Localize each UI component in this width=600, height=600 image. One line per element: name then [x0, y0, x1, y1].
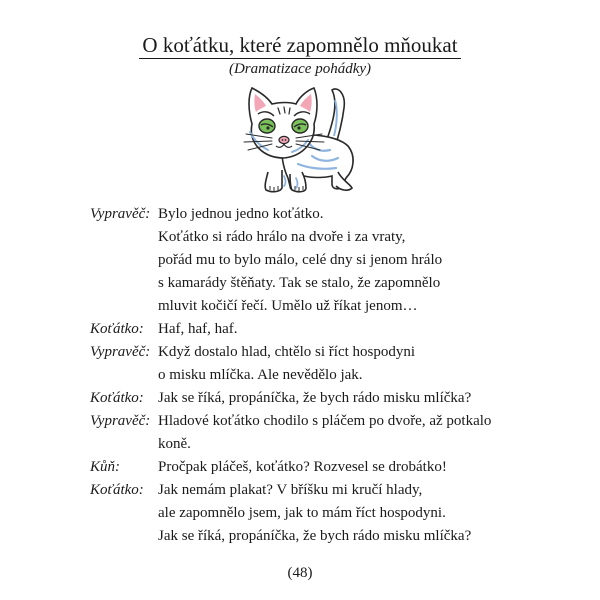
dialogue-text: koně. — [158, 436, 191, 452]
dialogue-line — [90, 272, 540, 295]
dialogue-text: Koťátko si rádo hrálo na dvoře i za vraty, — [158, 229, 406, 245]
speaker-label: Vypravěč: — [90, 413, 151, 429]
speaker-label: Koťátko: — [90, 321, 144, 337]
dialogue-line — [90, 203, 540, 226]
dialogue-line — [90, 226, 540, 249]
dialogue-line — [90, 479, 540, 502]
dialogue-line — [90, 387, 540, 410]
dialogue-text: Jak nemám plakat? V bříšku mi kručí hlady, — [158, 482, 423, 498]
kitten-illustration-icon — [238, 80, 368, 198]
speaker-label: Vypravěč: — [90, 206, 151, 222]
dialogue-text: Bylo jednou jedno koťátko. — [158, 206, 324, 222]
dialogue-text: Hladové koťátko chodilo s pláčem po dvoře, až potkalo — [158, 413, 492, 429]
dialogue-text: Jak se říká, propáníčka, že bych rádo misku mlíčka? — [158, 528, 472, 544]
speaker-label: Koťátko: — [90, 390, 144, 406]
page-title-text: O koťátku, které zapomnělo mňoukat — [139, 33, 460, 59]
dialogue-line — [90, 433, 540, 456]
dialogue-line — [90, 410, 540, 433]
speaker-label: Kůň: — [90, 459, 120, 475]
page-title — [0, 32, 600, 58]
speaker-label: Koťátko: — [90, 482, 144, 498]
dialogue-text: o misku mlíčka. Ale nevědělo jak. — [158, 367, 363, 383]
dialogue-line — [90, 318, 540, 341]
dialogue-block — [90, 203, 540, 548]
dialogue-line — [90, 295, 540, 318]
dialogue-text: Pročpak pláčeš, koťátko? Rozvesel se drobátko! — [158, 459, 447, 475]
page-subtitle: (Dramatizace pohádky) — [228, 61, 372, 77]
dialogue-text: Jak se říká, propáníčka, že bych rádo misku mlíčka? — [158, 390, 472, 406]
dialogue-text: Haf, haf, haf. — [158, 321, 238, 337]
speaker-label: Vypravěč: — [90, 344, 151, 360]
page-number: (48) — [287, 565, 313, 581]
dialogue-text: s kamarády štěňaty. Tak se stalo, že zapomnělo — [158, 275, 441, 291]
dialogue-line — [90, 525, 540, 548]
dialogue-line — [90, 341, 540, 364]
dialogue-line — [90, 502, 540, 525]
dialogue-text: mluvit kočičí řečí. Umělo už říkat jenom… — [158, 298, 418, 314]
dialogue-text: pořád mu to bylo málo, celé dny si jenom hrálo — [158, 252, 443, 268]
dialogue-text: Když dostalo hlad, chtělo si říct hospodyni — [158, 344, 416, 360]
dialogue-text: ale zapomnělo jsem, jak to mám říct hospodyni. — [158, 505, 446, 521]
dialogue-line — [90, 249, 540, 272]
dialogue-line — [90, 364, 540, 387]
dialogue-line — [90, 456, 540, 479]
